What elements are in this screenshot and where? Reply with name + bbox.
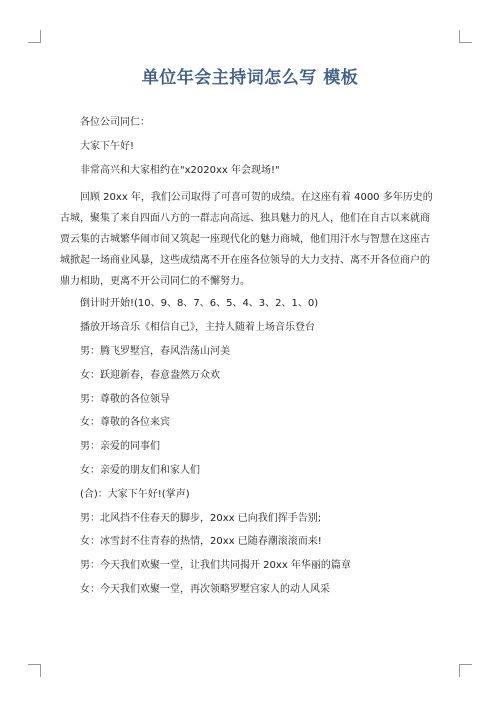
script-line: 男：尊敬的各位领导 xyxy=(80,393,170,405)
crop-mark-top-left xyxy=(28,30,41,43)
paragraph-line: 古城，聚集了来自四面八方的一群志向高远、独具魅力的凡人，他们在自古以来就商 xyxy=(60,213,430,225)
paragraph-line: 回顾 20xx 年，我们公司取得了可喜可贺的成绩。在这座有着 4000 多年历史的 xyxy=(80,192,433,204)
script-line: 播放开场音乐《相信自己》，主持人随着上场音乐登台 xyxy=(80,322,315,334)
greeting-line: 各位公司同仁： xyxy=(80,117,150,128)
script-line: (合)：大家下午好!(掌声) xyxy=(80,488,190,500)
script-line: 男：今天我们欢聚一堂，让我们共同揭开 20xx 年华丽的篇章 xyxy=(80,560,351,572)
script-line: 女：冰雪封不住青春的热情，20xx 已随春潮滚滚而来! xyxy=(80,536,322,548)
paragraph-line: 鼎力相助，更离不开公司同仁的不懈努力。 xyxy=(60,276,250,288)
script-line: 女：今天我们欢聚一堂，再次领略罗墅宫家人的动人风采 xyxy=(80,583,330,595)
script-line: 女：跃迎新春，春意盎然万众欢 xyxy=(80,369,220,381)
greeting-line: 非常高兴和大家相约在"x2020xx 年会现场!" xyxy=(80,164,280,176)
crop-mark-top-right xyxy=(459,30,472,43)
script-line: 女：亲爱的朋友们和家人们 xyxy=(80,464,200,476)
crop-mark-bottom-right xyxy=(459,664,472,677)
review-paragraph xyxy=(60,187,433,292)
document-title: 单位年会主持词怎么写 模板 xyxy=(141,68,359,88)
script-line: 男：腾飞罗墅宫，春风浩荡山河美 xyxy=(80,345,230,357)
script-line: 男：亲爱的同事们 xyxy=(80,441,160,453)
paragraph-line: 贾云集的古城繁华闹市间又筑起一座现代化的魅力商城，他们用汗水与智慧在这座古 xyxy=(60,234,430,246)
paragraph-line: 城掀起一场商业风暴，这些成绩离不开在座各位领导的大力支持、离不开各位商户的 xyxy=(60,255,430,267)
script-line: 男：北风挡不住春天的脚步，20xx 已向我们挥手告别; xyxy=(80,512,322,524)
countdown-line: 倒计时开始!(10、9、8、7、6、5、4、3、2、1、0) xyxy=(80,298,319,310)
greeting-line: 大家下午好! xyxy=(80,140,135,152)
script-line: 女：尊敬的各位来宾 xyxy=(80,417,170,429)
crop-mark-bottom-left xyxy=(28,664,41,677)
document-body xyxy=(60,116,433,607)
